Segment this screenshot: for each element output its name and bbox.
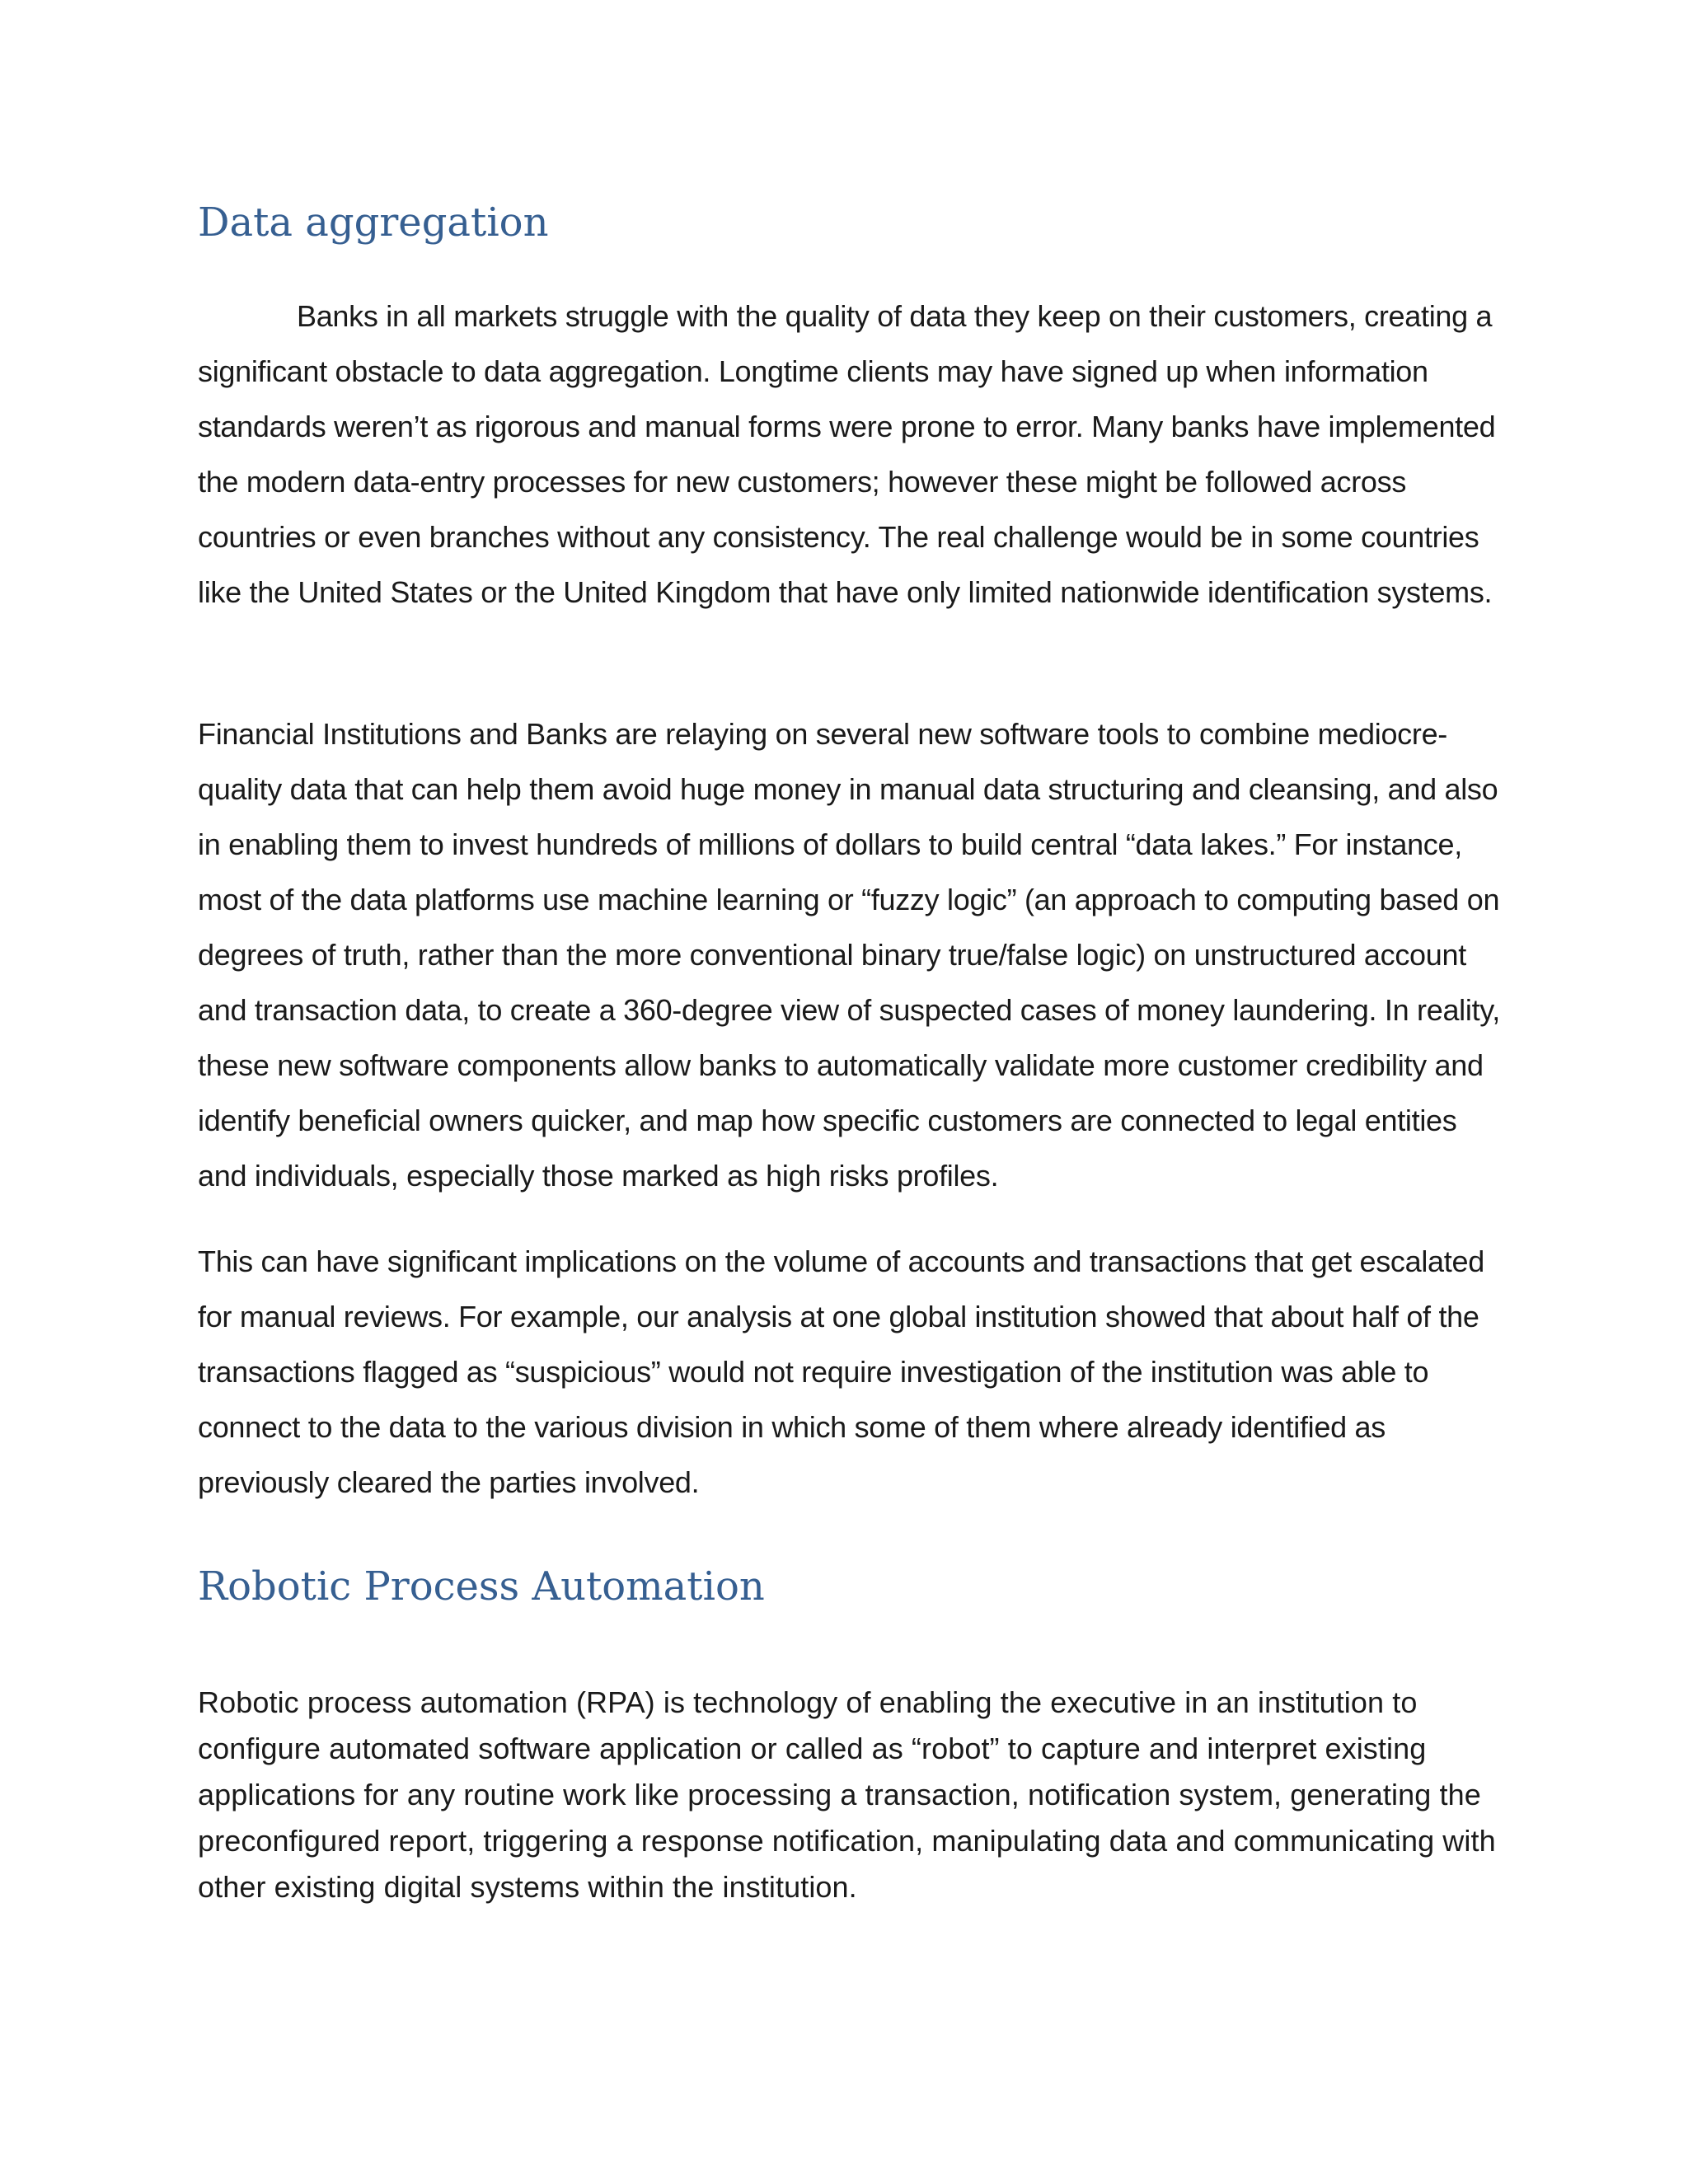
paragraph-software-tools: Financial Institutions and Banks are relaying on several new software tools to combine mediocre-quality data that can help them avoid huge money in manual data structuring and cleansing, and also in enabling them to invest hundreds of millions of dollars to build central “data lakes.” For instance, most of the data platforms use machine learning or “fuzzy logic” (an approach to computing based on degrees of truth, rather than the more conventional binary true/false logic) on unstructured account and transaction data, to create a 360-degree view of suspected cases of money laundering. In reality, these new software components allow banks to automatically validate more customer credibility and identify beneficial owners quicker, and map how specific customers are connected to legal entities and individuals, especially those marked as high risks profiles. — [198, 717, 1500, 1193]
paragraph-rpa-definition: Robotic process automation (RPA) is technology of enabling the executive in an institution to configure automated software application or called as “robot” to capture and interpret existing applications for any routine work like processing a transaction, notification system, generating the preconfigured report, triggering a response notification, manipulating data and communicating with other existing digital systems within the institution. — [198, 1685, 1496, 1904]
paragraph-implications: This can have significant implications on the volume of accounts and transactions that get escalated for manual reviews. For example, our analysis at one global institution showed that about half of the transactions flagged as “suspicious” would not require investigation of the institution was able to connect to the data to the various division in which some of them where already identified as previously cleared the parties involved. — [198, 1244, 1484, 1499]
heading-robotic-process-automation: Robotic Process Automation — [198, 1563, 765, 1610]
paragraph-data-quality: Banks in all markets struggle with the quality of data they keep on their customers, creating a significant obstacle to data aggregation. Longtime clients may have signed up when information standards weren’t as rigorous and manual forms were prone to error. Many banks have implemented the modern data-entry processes for new customers; however these might be followed across countries or even branches without any consistency. The real challenge would be in some countries like the United States or the United Kingdom that have only limited nationwide identification systems. — [198, 299, 1496, 609]
heading-data-aggregation: Data aggregation — [198, 199, 549, 246]
